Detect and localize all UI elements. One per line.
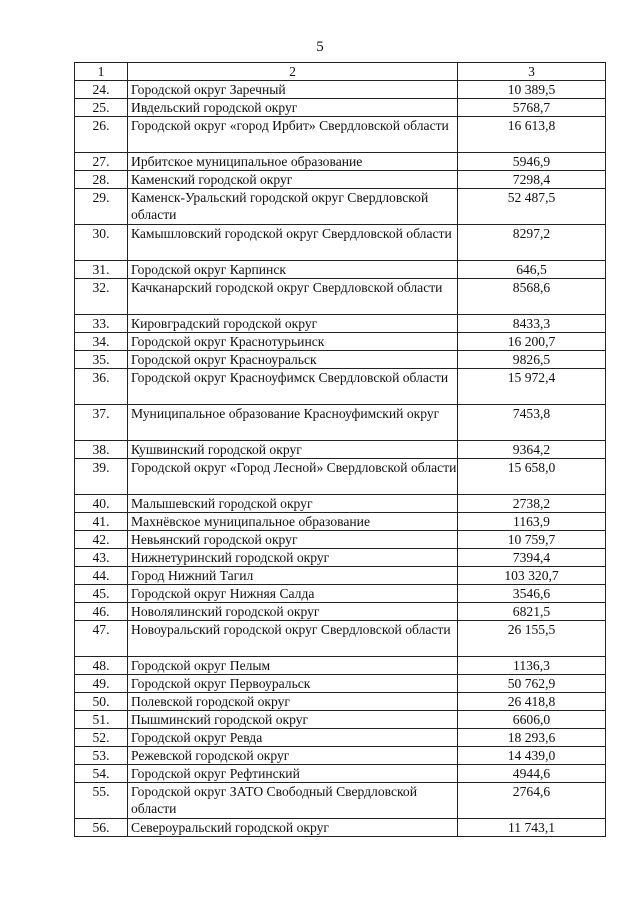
row-number: 33. bbox=[75, 315, 128, 333]
municipality-name: Полевской городской округ bbox=[128, 693, 458, 711]
table-row bbox=[75, 567, 606, 585]
row-number: 46. bbox=[75, 603, 128, 621]
municipality-name: Город Нижний Тагил bbox=[128, 567, 458, 585]
row-number: 42. bbox=[75, 531, 128, 549]
row-value: 9826,5 bbox=[458, 351, 606, 369]
table-row bbox=[75, 333, 606, 351]
row-value: 15 658,0 bbox=[458, 459, 606, 495]
row-value: 26 155,5 bbox=[458, 621, 606, 657]
row-number: 30. bbox=[75, 225, 128, 261]
row-value: 16 200,7 bbox=[458, 333, 606, 351]
row-number: 54. bbox=[75, 765, 128, 783]
table-row bbox=[75, 549, 606, 567]
row-number: 37. bbox=[75, 405, 128, 441]
row-number: 38. bbox=[75, 441, 128, 459]
row-value: 16 613,8 bbox=[458, 117, 606, 153]
municipality-name: Городской округ Заречный bbox=[128, 81, 458, 99]
table-row bbox=[75, 747, 606, 765]
municipality-name: Качканарский городской округ Свердловской области bbox=[128, 279, 458, 315]
row-number: 24. bbox=[75, 81, 128, 99]
row-value: 11 743,1 bbox=[458, 819, 606, 837]
row-number: 41. bbox=[75, 513, 128, 531]
municipality-name: Городской округ Пелым bbox=[128, 657, 458, 675]
table-row bbox=[75, 513, 606, 531]
row-value: 2738,2 bbox=[458, 495, 606, 513]
row-value: 15 972,4 bbox=[458, 369, 606, 405]
row-value: 18 293,6 bbox=[458, 729, 606, 747]
row-value: 2764,6 bbox=[458, 783, 606, 819]
row-number: 29. bbox=[75, 189, 128, 225]
row-value: 10 759,7 bbox=[458, 531, 606, 549]
row-number: 32. bbox=[75, 279, 128, 315]
table-row bbox=[75, 459, 606, 495]
municipality-name: Кушвинский городской округ bbox=[128, 441, 458, 459]
row-number: 36. bbox=[75, 369, 128, 405]
row-value: 6606,0 bbox=[458, 711, 606, 729]
row-number: 25. bbox=[75, 99, 128, 117]
row-value: 14 439,0 bbox=[458, 747, 606, 765]
table-row bbox=[75, 225, 606, 261]
row-number: 53. bbox=[75, 747, 128, 765]
table-row bbox=[75, 693, 606, 711]
row-value: 4944,6 bbox=[458, 765, 606, 783]
municipality-name: Городской округ Ревда bbox=[128, 729, 458, 747]
page-number: 5 bbox=[316, 39, 324, 55]
municipality-name: Городской округ ЗАТО Свободный Свердловской области bbox=[128, 783, 458, 819]
table-row bbox=[75, 405, 606, 441]
row-value: 646,5 bbox=[458, 261, 606, 279]
table-body bbox=[75, 81, 606, 837]
row-number: 28. bbox=[75, 171, 128, 189]
municipalities-table bbox=[74, 62, 606, 837]
column-header-value: 3 bbox=[458, 63, 606, 81]
municipality-name: Муниципальное образование Красноуфимский округ bbox=[128, 405, 458, 441]
row-number: 39. bbox=[75, 459, 128, 495]
row-value: 5768,7 bbox=[458, 99, 606, 117]
row-value: 1163,9 bbox=[458, 513, 606, 531]
municipality-name: Городской округ Рефтинский bbox=[128, 765, 458, 783]
municipality-name: Новолялинский городской округ bbox=[128, 603, 458, 621]
municipality-name: Городской округ «Город Лесной» Свердловской области bbox=[128, 459, 458, 495]
table-row bbox=[75, 171, 606, 189]
municipality-name: Каменск-Уральский городской округ Свердловской области bbox=[128, 189, 458, 225]
row-number: 34. bbox=[75, 333, 128, 351]
table-header-row bbox=[75, 63, 606, 81]
row-number: 52. bbox=[75, 729, 128, 747]
row-value: 3546,6 bbox=[458, 585, 606, 603]
municipality-name: Ирбитское муниципальное образование bbox=[128, 153, 458, 171]
municipality-name: Малышевский городской округ bbox=[128, 495, 458, 513]
municipality-name: Ивдельский городской округ bbox=[128, 99, 458, 117]
table-row bbox=[75, 153, 606, 171]
table-row bbox=[75, 117, 606, 153]
row-number: 55. bbox=[75, 783, 128, 819]
row-value: 1136,3 bbox=[458, 657, 606, 675]
table-row bbox=[75, 819, 606, 837]
row-value: 6821,5 bbox=[458, 603, 606, 621]
table-row bbox=[75, 765, 606, 783]
row-value: 26 418,8 bbox=[458, 693, 606, 711]
column-header-name: 2 bbox=[128, 63, 458, 81]
row-value: 9364,2 bbox=[458, 441, 606, 459]
municipality-name: Махнёвское муниципальное образование bbox=[128, 513, 458, 531]
municipality-name: Городской округ Красноуфимск Свердловской области bbox=[128, 369, 458, 405]
row-number: 56. bbox=[75, 819, 128, 837]
table-row bbox=[75, 531, 606, 549]
row-value: 8433,3 bbox=[458, 315, 606, 333]
row-value: 8297,2 bbox=[458, 225, 606, 261]
row-number: 27. bbox=[75, 153, 128, 171]
municipality-name: Невьянский городской округ bbox=[128, 531, 458, 549]
table-row bbox=[75, 81, 606, 99]
row-number: 49. bbox=[75, 675, 128, 693]
municipality-name: Кировградский городской округ bbox=[128, 315, 458, 333]
row-value: 8568,6 bbox=[458, 279, 606, 315]
table-row bbox=[75, 261, 606, 279]
row-value: 7453,8 bbox=[458, 405, 606, 441]
municipality-name: Городской округ Краснотурьинск bbox=[128, 333, 458, 351]
municipality-name: Городской округ Нижняя Салда bbox=[128, 585, 458, 603]
table-row bbox=[75, 99, 606, 117]
row-value: 5946,9 bbox=[458, 153, 606, 171]
municipality-name: Камышловский городской округ Свердловской области bbox=[128, 225, 458, 261]
table-row bbox=[75, 369, 606, 405]
table-row bbox=[75, 189, 606, 225]
row-number: 35. bbox=[75, 351, 128, 369]
table-row bbox=[75, 585, 606, 603]
row-value: 52 487,5 bbox=[458, 189, 606, 225]
row-value: 7394,4 bbox=[458, 549, 606, 567]
row-value: 7298,4 bbox=[458, 171, 606, 189]
table-row bbox=[75, 495, 606, 513]
row-number: 47. bbox=[75, 621, 128, 657]
row-number: 50. bbox=[75, 693, 128, 711]
row-number: 40. bbox=[75, 495, 128, 513]
municipality-name: Каменский городской округ bbox=[128, 171, 458, 189]
municipality-name: Новоуральский городской округ Свердловской области bbox=[128, 621, 458, 657]
municipality-name: Нижнетуринский городской округ bbox=[128, 549, 458, 567]
row-number: 43. bbox=[75, 549, 128, 567]
row-number: 45. bbox=[75, 585, 128, 603]
table-row bbox=[75, 675, 606, 693]
table-row bbox=[75, 711, 606, 729]
table-row bbox=[75, 315, 606, 333]
table-row bbox=[75, 603, 606, 621]
table-row bbox=[75, 729, 606, 747]
table-row bbox=[75, 657, 606, 675]
table-row bbox=[75, 351, 606, 369]
table-row bbox=[75, 441, 606, 459]
table-row bbox=[75, 279, 606, 315]
row-value: 50 762,9 bbox=[458, 675, 606, 693]
row-number: 31. bbox=[75, 261, 128, 279]
row-number: 48. bbox=[75, 657, 128, 675]
municipality-name: Городской округ Первоуральск bbox=[128, 675, 458, 693]
row-number: 51. bbox=[75, 711, 128, 729]
municipality-name: Режевской городской округ bbox=[128, 747, 458, 765]
table-row bbox=[75, 621, 606, 657]
municipality-name: Городской округ «город Ирбит» Свердловской области bbox=[128, 117, 458, 153]
municipality-name: Пышминский городской округ bbox=[128, 711, 458, 729]
row-value: 10 389,5 bbox=[458, 81, 606, 99]
municipality-name: Городской округ Красноуральск bbox=[128, 351, 458, 369]
row-number: 44. bbox=[75, 567, 128, 585]
municipality-name: Североуральский городской округ bbox=[128, 819, 458, 837]
row-number: 26. bbox=[75, 117, 128, 153]
column-header-number: 1 bbox=[75, 63, 128, 81]
row-value: 103 320,7 bbox=[458, 567, 606, 585]
municipality-name: Городской округ Карпинск bbox=[128, 261, 458, 279]
table-row bbox=[75, 783, 606, 819]
